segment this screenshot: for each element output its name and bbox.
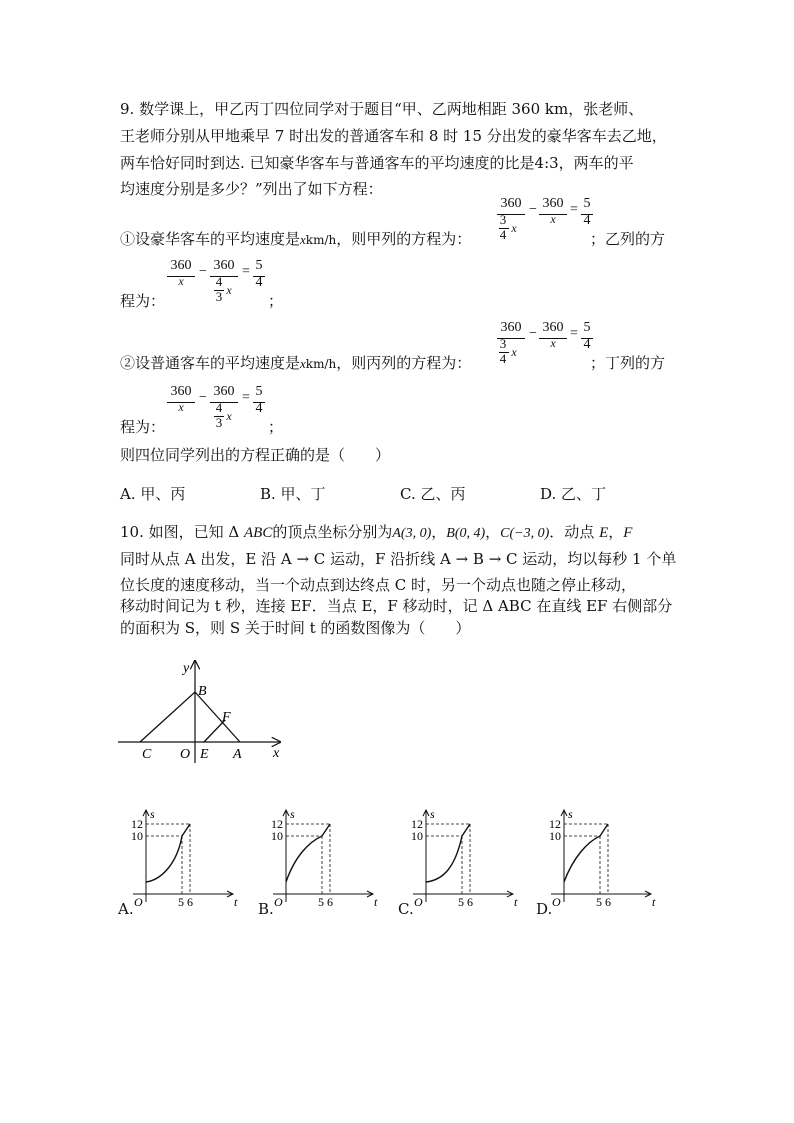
graph-option-label[interactable]: D. [536,900,553,918]
graph-label-s: s [430,807,435,821]
eq-jia-rhs-den: 4 [583,213,591,228]
eq-bing-den-x: x [511,345,517,359]
graph-label-5: 5 [458,895,464,909]
eq-yi-rhs-num: 5 [255,258,263,273]
eq-bing-den-3: 3 [499,336,507,351]
graph-label-6: 6 [605,895,611,909]
graph-option-c[interactable] [411,806,523,909]
graph-label-5: 5 [596,895,602,909]
eq-yi-equals: = [242,264,250,279]
q9-line1: 9. 数学课上，甲乙丙丁四位同学对于题目“甲、乙两地相距 360 km，张老师、 [120,100,644,118]
triangle-figure [110,655,290,765]
eq-bing-rhs-den: 4 [583,337,591,352]
graph-label-6: 6 [467,895,473,909]
graph-label-12: 12 [549,817,561,831]
graph-label-t: t [514,895,518,909]
label-f: F [222,710,231,725]
eq-yi-den-x: x [226,283,232,297]
graph-label-t: t [652,895,656,909]
graph-option-b[interactable] [271,806,383,909]
eq-yi-num: 360 [170,258,192,273]
graph-label-10: 10 [271,829,283,843]
graph-label-6: 6 [187,895,193,909]
q9-option-d[interactable]: D. 乙、丁 [540,485,607,503]
q10-e: E [599,525,609,541]
eq-yi-den: x [178,274,184,288]
eq-jia-rhs-num: 5 [583,196,591,211]
eq-jia-den-4: 4 [499,227,507,242]
graph-curve [564,824,608,882]
eq-ding-rhs-den: 4 [255,401,263,416]
q10-a-coord: A(3, 0) [392,526,432,541]
graph-option-a[interactable] [131,806,243,909]
eq-ding-den-3: 3 [215,415,223,430]
graph-label-10: 10 [411,829,423,843]
eq-bing-rhs-num: 5 [583,320,591,335]
q10-line3: 位长度的速度移动，当一个动点到达终点 C 时，另一个动点也随之停止移动， [120,576,637,594]
eq-bing-den2: x [550,336,556,350]
eq-yi-rhs-den: 4 [255,275,263,290]
q10-line4: 移动时间记为 t 秒，连接 EF．当点 E，F 移动时，记 Δ ABC 在直线 EF 右侧部分 [120,597,673,615]
q10-b-coord: B(0, 4) [446,526,486,541]
q9-line4: 均速度分别是多少？”列出了如下方程： [120,180,383,198]
label-c: C [142,747,152,762]
eq-jia-num2: 360 [542,196,564,211]
q9-line2: 王老师分别从甲地乘早 7 时出发的普通客车和 8 时 15 分出发的豪华客车去乙地， [120,127,667,145]
eq-ding-num2: 360 [213,384,235,399]
graph-curve [426,824,470,882]
eq-ding-equals: = [242,390,250,405]
q10-abc: ABC [244,525,273,541]
label-e: E [200,747,209,762]
graph-label-s: s [568,807,573,821]
graph-label-10: 10 [549,829,561,843]
eq-ding-minus: − [199,390,207,405]
eq-bing-num: 360 [500,320,522,335]
eq-bing-num2: 360 [542,320,564,335]
statement-2-after: ；丁列的方 [590,354,666,372]
eq-ding-rhs-num: 5 [255,384,263,399]
graph-label-t: t [234,895,238,909]
eq-ding-num: 360 [170,384,192,399]
graph-label-5: 5 [178,895,184,909]
statement-2-var: x [300,356,306,371]
statement-1-after: ；乙列的方 [590,230,666,248]
label-y: y [183,661,190,676]
graph-label-12: 12 [411,817,423,831]
eq-ding-den-x: x [226,409,232,423]
q10-line5: 的面积为 S，则 S 关于时间 t 的函数图像为（ ） [120,619,471,637]
q9-line3: 两车恰好同时到达. 已知豪华客车与普通客车的平均速度的比是4:3，两车的平 [120,154,634,172]
graph-option-label[interactable]: C. [398,900,414,918]
graph-curve [146,824,190,882]
statement-1-line2: 程为： [120,292,166,310]
eq-jia-den-x: x [511,221,517,235]
eq-yi-den-3: 3 [215,289,223,304]
label-b: B [198,684,207,699]
eq-yi-minus: − [199,264,207,279]
graph-option-d[interactable] [549,806,661,909]
q10-c-coord: C(−3, 0) [500,526,550,541]
eq-jia-minus: − [529,202,537,217]
eq-bing-den-4: 4 [499,351,507,366]
eq-bing-equals: = [570,326,578,341]
graph-label-t: t [374,895,378,909]
statement-2 [120,352,471,373]
q10-line1-b: 的顶点坐标分别为 [272,523,393,541]
q10-f: F [623,525,633,541]
q9-option-a[interactable]: A. 甲、丙 [120,485,186,503]
semicolon-1: ； [268,292,284,310]
statement-1-mid: ，则甲列的方程为： [336,230,472,248]
statement-2-prefix: ②设普通客车的平均速度是 [120,354,301,372]
graph-label-6: 6 [327,895,333,909]
eq-jia-equals: = [570,202,578,217]
graph-label-s: s [290,807,295,821]
q10-line1-a: 10. 如图，已知 Δ [120,523,244,541]
statement-2-mid: ，则丙列的方程为： [336,354,472,372]
eq-ding-den: x [178,400,184,414]
graph-curve [286,824,330,882]
eq-jia-den2: x [550,212,556,226]
label-o: O [180,747,191,762]
graph-label-10: 10 [131,829,143,843]
q10-line2: 同时从点 A 出发，E 沿 A → C 运动，F 沿折线 A → B → C 运动，均以每秒 1 个单 [120,550,677,568]
eq-yi-den-4: 4 [215,274,223,289]
eq-jia-den-3: 3 [499,212,507,227]
q10-line1: 10. 如图，已知 Δ ABC的顶点坐标分别为A(3, 0)，B(0, 4)，C(−3, 0)．动点 E，F [120,523,633,541]
statement-1-prefix: ①设豪华客车的平均速度是 [120,230,301,248]
graph-label-s: s [150,807,155,821]
graph-label-12: 12 [271,817,283,831]
graph-label-origin: O [414,895,423,909]
graph-label-origin: O [274,895,283,909]
eq-ding-den-4: 4 [215,400,223,415]
graph-option-label[interactable]: A. [118,900,134,918]
label-x: x [273,746,280,761]
statement-1 [120,228,471,249]
q9-question: 则四位同学列出的方程正确的是（ ） [120,446,391,464]
graph-label-12: 12 [131,817,143,831]
graph-option-label[interactable]: B. [258,900,274,918]
q10-line1-c: ．动点 [549,523,600,541]
label-a: A [233,747,242,762]
graph-label-origin: O [552,895,561,909]
eq-jia-num: 360 [500,196,522,211]
q9-option-c[interactable]: C. 乙、丙 [400,485,466,503]
statement-1-unit: km/h [305,233,337,247]
eq-bing-minus: − [529,326,537,341]
statement-2-line2: 程为： [120,418,166,436]
semicolon-2: ； [268,418,284,436]
statement-2-unit: km/h [305,357,337,371]
graph-label-origin: O [134,895,143,909]
q9-option-b[interactable]: B. 甲、丁 [260,485,326,503]
statement-1-var: x [300,232,306,247]
eq-yi-num2: 360 [213,258,235,273]
graph-label-5: 5 [318,895,324,909]
